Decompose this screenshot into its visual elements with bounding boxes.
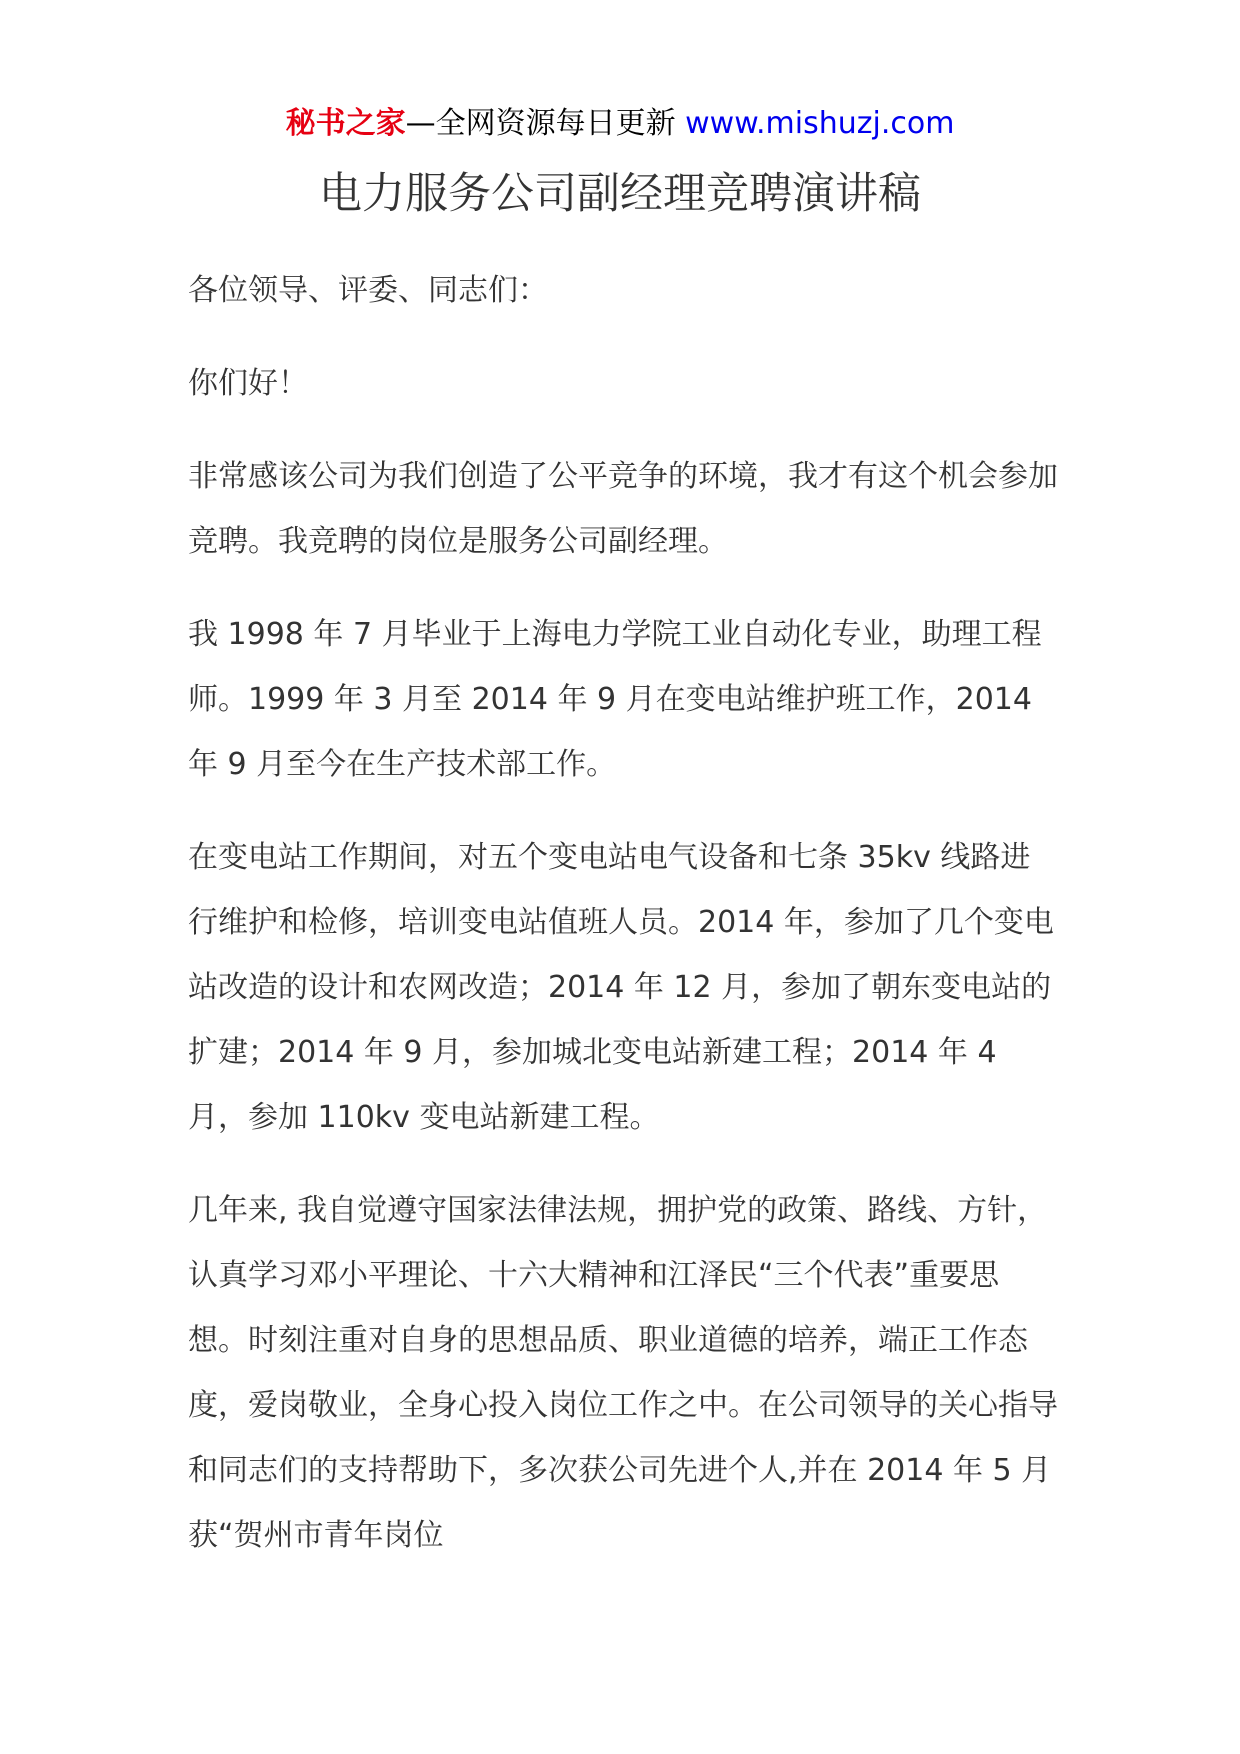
- document-body: [188, 258, 1058, 1596]
- paragraph: 我 1998 年 7 月毕业于上海电力学院工业自动化专业，助理工程师。1999 年 3 月至 2014 年 9 月在变电站维护班工作，2014 年 9 月至今在生产技术部工作。: [188, 617, 1042, 782]
- paragraph: 非常感该公司为我们创造了公平竞争的环境，我才有这个机会参加竞聘。我竞聘的岗位是服务公司副经理。: [188, 459, 1058, 559]
- site-url-link[interactable]: www.mishuzj.com: [685, 106, 955, 141]
- site-tagline: —全网资源每日更新: [405, 106, 676, 141]
- greeting: 你们好！: [188, 366, 308, 401]
- salutation: 各位领导、评委、同志们：: [188, 273, 548, 308]
- paragraph: 几年来, 我自觉遵守国家法律法规，拥护党的政策、路线、方针，认真学习邓小平理论、十六大精神和江泽民“三个代表”重要思想。时刻注重对自身的思想品质、职业道德的培养，端正工作态度，爱岗敬业，全身心投入岗位工作之中。在公司领导的关心指导和同志们的支持帮助下，多次获公司先进个人,并在 2014 年 5 月获“贺州市青年岗位: [188, 1193, 1058, 1553]
- paragraph: 在变电站工作期间，对五个变电站电气设备和七条 35kv 线路进行维护和检修，培训变电站值班人员。2014 年，参加了几个变电站改造的设计和农网改造；2014 年 12 月，参加了朝东变电站的扩建；2014 年 9 月，参加城北变电站新建工程；2014 年 4 月，参加 110kv 变电站新建工程。: [188, 840, 1054, 1135]
- site-brand: 秘书之家: [285, 106, 406, 141]
- site-header: [0, 100, 1240, 148]
- document-title: 电力服务公司副经理竞聘演讲稿: [319, 169, 921, 219]
